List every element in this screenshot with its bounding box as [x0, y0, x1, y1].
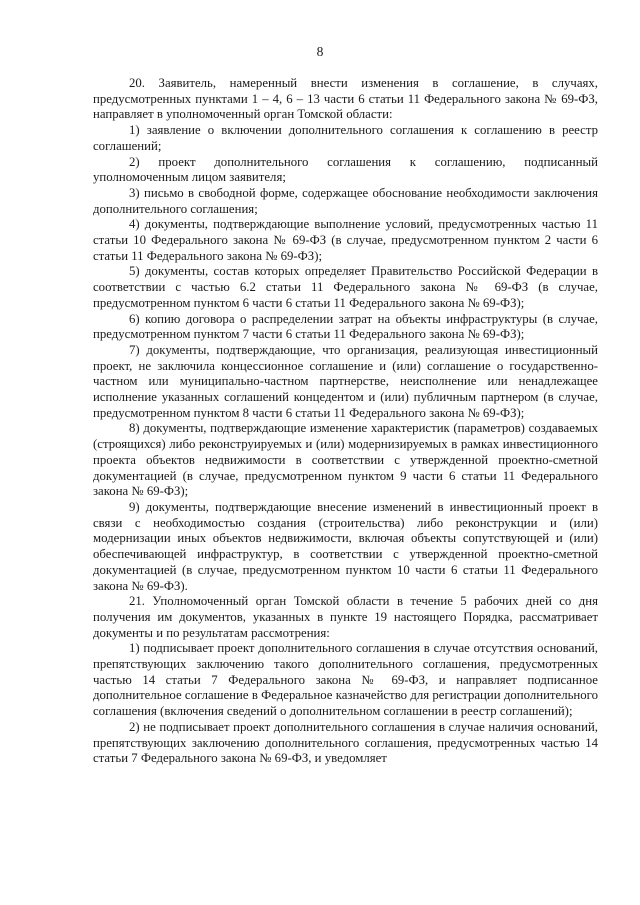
paragraph-21: 21. Уполномоченный орган Томской области в течение 5 рабочих дней со дня получения им документов, указанных в пункте 19 настоящего Порядка, рассматривает документы и по результатам рассмотрения:: [93, 594, 598, 640]
paragraph-20: 20. Заявитель, намеренный внести изменения в соглашение, в случаях, предусмотренных пунктами 1 – 4, 6 – 13 части 6 статьи 11 Федерального закона № 69-ФЗ, направляет в уполномоченный орган Томской области:: [93, 76, 598, 122]
paragraph-20-item-6: 6) копию договора о распределении затрат на объекты инфраструктуры (в случае, предусмотренном пунктом 7 части 6 статьи 11 Федерального закона № 69-ФЗ);: [93, 311, 598, 342]
paragraph-20-item-1: 1) заявление о включении дополнительного соглашения к соглашению в реестр соглашений;: [93, 123, 598, 153]
paragraph-20-item-9: 9) документы, подтверждающие внесение изменений в инвестиционный проект в связи с необходимостью создания (строительства) либо реконструкции и (или) модернизации иных объектов недвижимости, включая объекты сопутствующей и (или) обеспечивающей инфраструктур, в соответствии с утвержденной проектно-сметной документацией (в случае, предусмотренном пунктом 10 части 6 статьи 11 Федерального закона № 69-ФЗ).: [93, 499, 598, 593]
paragraph-20-item-3: 3) письмо в свободной форме, содержащее обоснование необходимости заключения дополнительного соглашения;: [93, 185, 598, 216]
paragraph-20-item-2: 2) проект дополнительного соглашения к соглашению, подписанный уполномоченным лицом заявителя;: [93, 154, 598, 185]
page-number: 8: [316, 44, 324, 59]
paragraph-20-item-7: 7) документы, подтверждающие, что организация, реализующая инвестиционный проект, не заключила концессионное соглашение и (или) соглашение о государственно-частном или муниципально-частном партнерстве, неисполнение или ненадлежащее исполнение указанных соглашений концедентом и (или) публичным партнером (в случае, предусмотренном пунктом 8 части 6 статьи 11 Федерального закона № 69-ФЗ);: [93, 342, 598, 420]
paragraph-20-item-4: 4) документы, подтверждающие выполнение условий, предусмотренных частью 11 статьи 10 Федерального закона № 69-ФЗ (в случае, предусмотренном пунктом 2 части 6 статьи 11 Федерального закона № 69-ФЗ);: [93, 217, 598, 263]
document-body: [93, 76, 598, 767]
paragraph-20-item-5: 5) документы, состав которых определяет Правительство Российской Федерации в соответствии с частью 6.2 статьи 11 Федерального закона № 69-ФЗ (в случае, предусмотренном пунктом 6 части 6 статьи 11 Федерального закона № 69-ФЗ);: [93, 264, 598, 310]
paragraph-21-item-1: 1) подписывает проект дополнительного соглашения в случае отсутствия оснований, препятствующих заключению такого дополнительного соглашения, предусмотренных частью 14 статьи 7 Федерального закона № 69-ФЗ, и направляет подписанное дополнительное соглашение в Федеральное казначейство для регистрации дополнительного соглашения (включения сведений о дополнительном соглашении в реестр соглашений);: [93, 641, 598, 719]
paragraph-20-item-8: 8) документы, подтверждающие изменение характеристик (параметров) создаваемых (строящихся) либо реконструируемых и (или) модернизируемых в рамках инвестиционного проекта объектов недвижимости в соответствии с утвержденной проектно-сметной документацией (в случае, предусмотренном пунктом 9 части 6 статьи 11 Федерального закона № 69-ФЗ);: [93, 421, 598, 499]
paragraph-21-item-2: 2) не подписывает проект дополнительного соглашения в случае наличия оснований, препятствующих заключению дополнительного соглашения, предусмотренных частью 14 статьи 7 Федерального закона № 69-ФЗ, и уведомляет: [93, 719, 598, 766]
